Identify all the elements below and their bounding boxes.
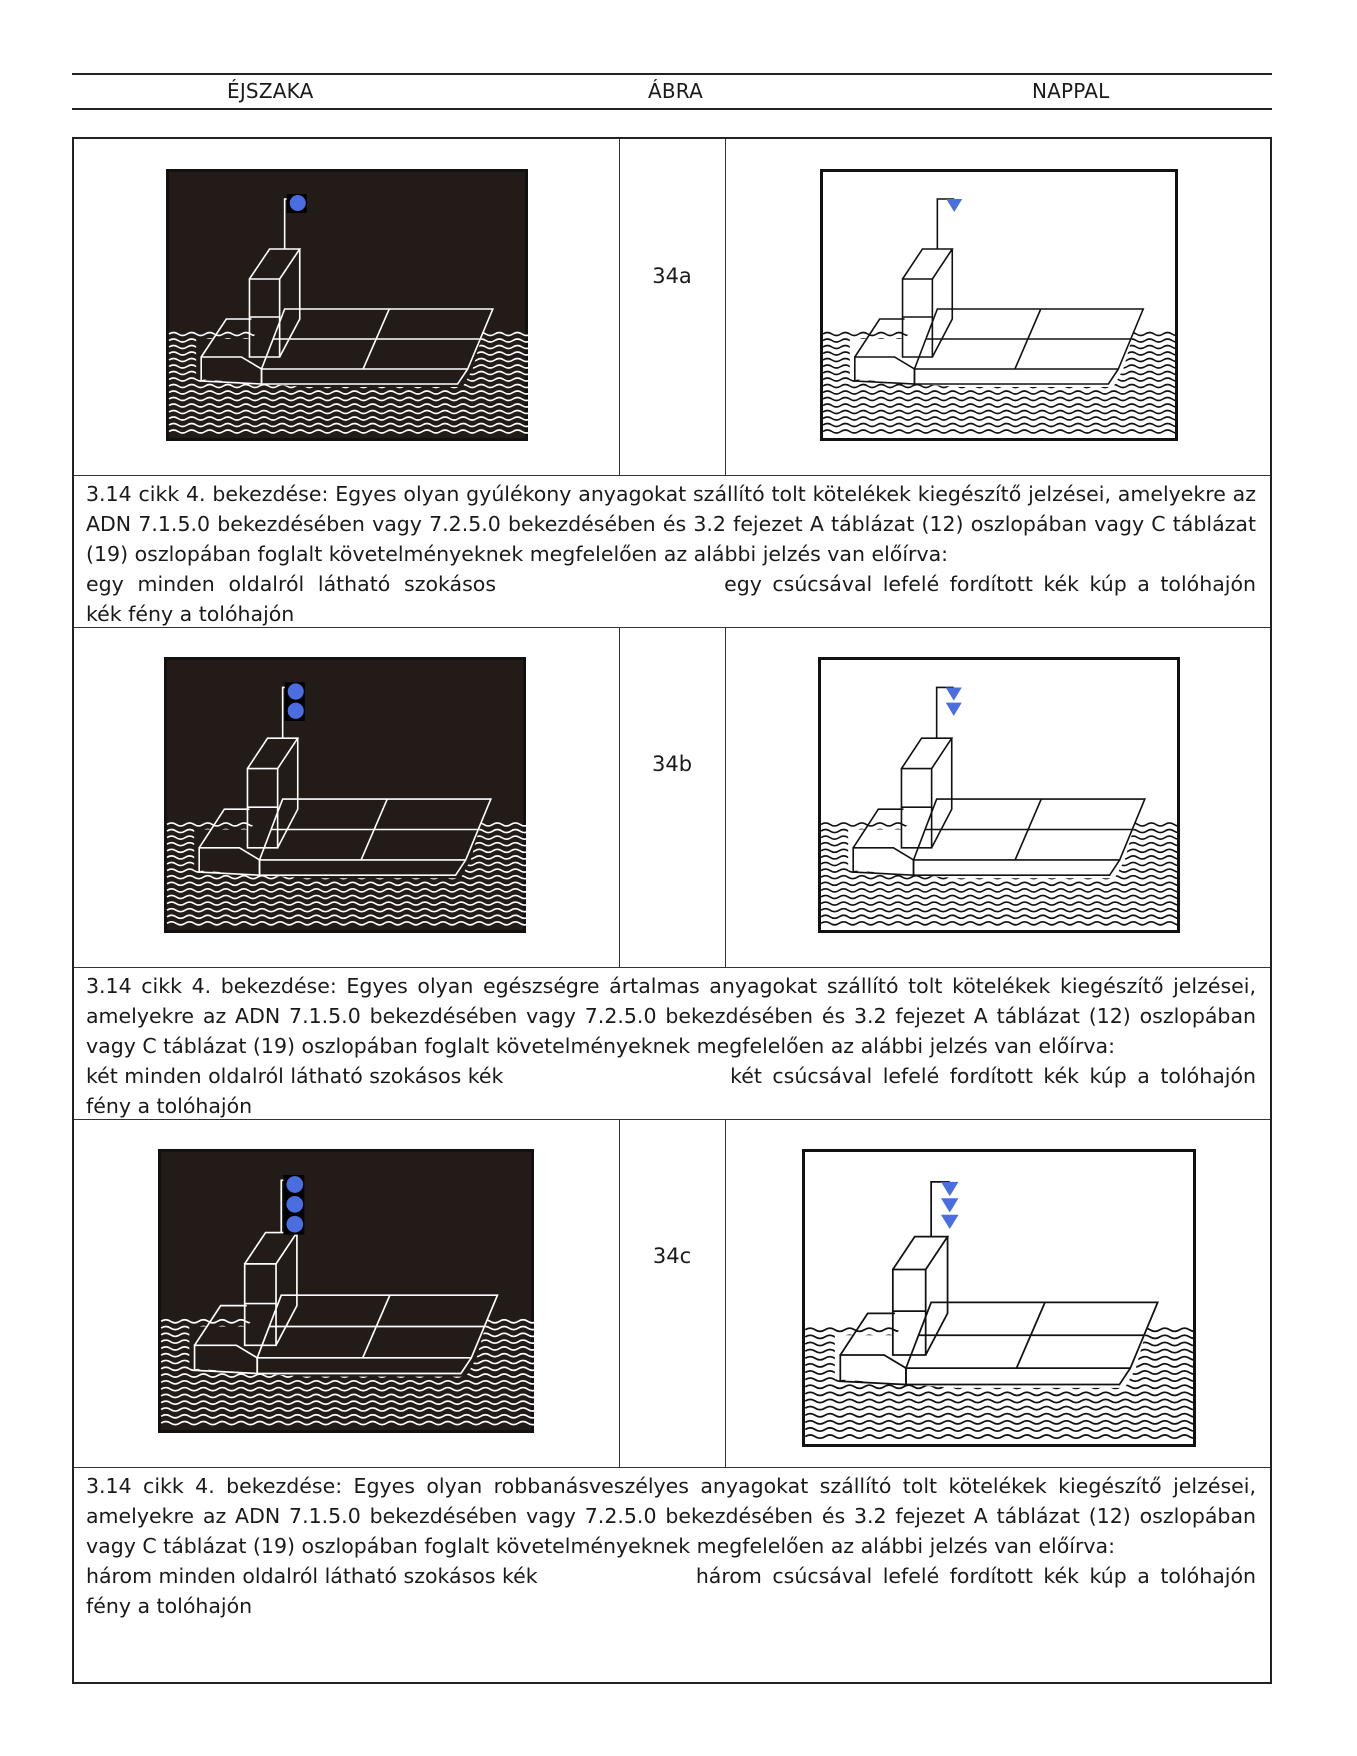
day-scene-illustration bbox=[818, 657, 1180, 933]
night-signal-text-cont: fény a tolóhajón bbox=[86, 1094, 253, 1118]
blue-light-icon bbox=[288, 703, 304, 719]
blue-light-icon bbox=[288, 683, 304, 699]
header-figure: ÁBRA bbox=[648, 79, 703, 103]
figure-label: 34a bbox=[652, 264, 692, 288]
description-paragraph: 3.14 cikk 4. bekezdése: Egyes olyan robbanásveszélyes anyagokat szállító tolt kötelékek kiegészítő jelzései, amelyekre az ADN 7.1.5.0 bekezdésében vagy 7.2.5.0 bekezdésében és 3.2 fejezet A táblázat (12) oszlopában vagy C táblázat (19) oszlopában foglalt követelményeknek megfelelően az alábbi jelzés van előírva: bbox=[86, 1474, 1256, 1558]
blue-light-icon bbox=[286, 1196, 303, 1213]
scene-frame bbox=[168, 171, 527, 440]
blue-light-icon bbox=[286, 1176, 303, 1193]
figure-row-34c bbox=[74, 1119, 1270, 1467]
description-34b bbox=[74, 967, 1270, 1119]
night-signal-text-cont: fény a tolóhajón bbox=[86, 1594, 253, 1618]
header-day: NAPPAL bbox=[1032, 79, 1110, 103]
night-signal-text: két minden oldalról látható szokásos kék bbox=[86, 1064, 504, 1088]
figure-label: 34b bbox=[651, 752, 693, 776]
day-signal-text: három csúcsával lefelé fordított kék kúp a tolóhajón bbox=[695, 1564, 1256, 1588]
description-paragraph: 3.14 cikk 4. bekezdése: Egyes olyan egészségre ártalmas anyagokat szállító tolt kötelékek kiegészítő jelzései, amelyekre az ADN 7.1.5.0 bekezdésében vagy 7.2.5.0 bekezdésében és 3.2 fejezet A táblázat (12) oszlopában vagy C táblázat (19) oszlopában foglalt követelményeknek megfelelően az alábbi jelzés van előírva: bbox=[86, 974, 1256, 1058]
night-scene-illustration bbox=[158, 1149, 534, 1433]
night-scene-illustration bbox=[166, 169, 528, 441]
day-signal-text: egy csúcsával lefelé fordított kék kúp a tolóhajón bbox=[724, 572, 1256, 596]
day-scene-illustration bbox=[802, 1149, 1196, 1447]
blue-light-icon bbox=[286, 1216, 303, 1233]
night-scene-illustration bbox=[164, 657, 526, 933]
night-signal-text-cont: kék fény a tolóhajón bbox=[86, 602, 295, 626]
column-header bbox=[72, 73, 1272, 110]
description-34a bbox=[74, 475, 1270, 627]
day-scene-illustration bbox=[820, 169, 1178, 441]
figure-row-34b bbox=[74, 627, 1270, 967]
day-signal-text: két csúcsával lefelé fordított kék kúp a tolóhajón bbox=[730, 1064, 1256, 1088]
figure-label: 34c bbox=[652, 1244, 692, 1268]
blue-light-icon bbox=[290, 195, 306, 211]
night-signal-text: egy minden oldalról látható szokásos bbox=[86, 572, 496, 596]
figure-row-34a bbox=[74, 139, 1270, 475]
signals-table bbox=[72, 137, 1272, 1684]
description-paragraph: 3.14 cikk 4. bekezdése: Egyes olyan gyúlékony anyagokat szállító tolt kötelékek kiegészítő jelzései, amelyekre az ADN 7.1.5.0 bekezdésében vagy 7.2.5.0 bekezdésében és 3.2 fejezet A táblázat (12) oszlopában vagy C táblázat (19) oszlopában foglalt követelményeknek megfelelően az alábbi jelzés van előírva: bbox=[86, 482, 1256, 566]
night-signal-text: három minden oldalról látható szokásos kék bbox=[86, 1564, 538, 1588]
description-34c bbox=[74, 1467, 1270, 1682]
header-night: ÉJSZAKA bbox=[227, 79, 314, 103]
